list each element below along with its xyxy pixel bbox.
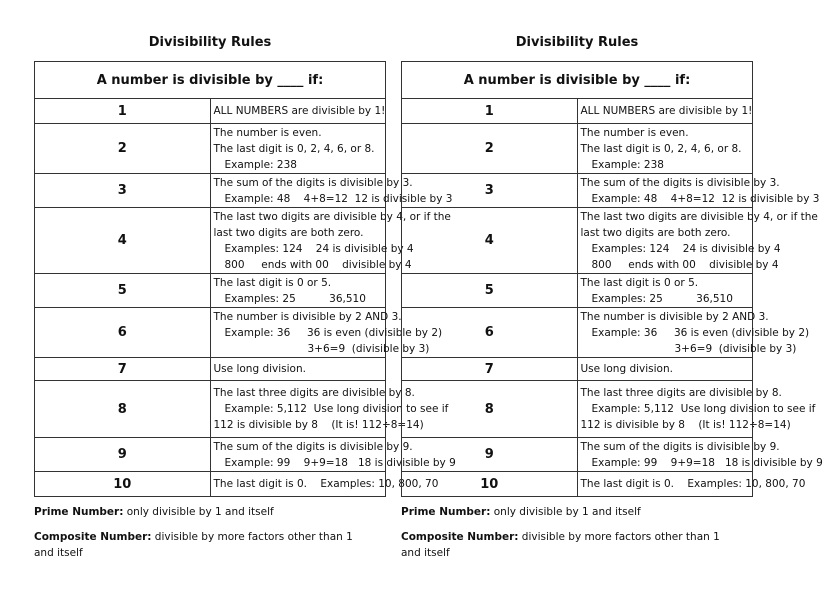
prime-text: only divisible by 1 and itself	[490, 506, 641, 518]
rule-number: 8	[35, 381, 211, 438]
rule-line: Example: 48 4+8=12 12 is divisible by 3	[591, 192, 820, 205]
rule-line: Example: 238	[591, 158, 664, 171]
rule-line: Example: 99 9+9=18 18 is divisible by 9	[224, 456, 456, 469]
rule-line: Example: 99 9+9=18 18 is divisible by 9	[591, 456, 823, 469]
rule-description	[577, 208, 818, 274]
rule-line: 112 is divisible by 8 (It is! 112÷8=14)	[213, 419, 424, 431]
table-row	[35, 381, 386, 438]
rule-number: 3	[402, 174, 578, 208]
rule-number: 4	[402, 208, 578, 274]
rule-line: ALL NUMBERS are divisible by 1!	[580, 105, 753, 117]
rule-line: last two digits are both zero.	[580, 226, 731, 239]
rule-description	[210, 381, 449, 438]
rule-number: 9	[35, 438, 211, 472]
table-row	[402, 438, 753, 472]
table-row	[35, 174, 386, 208]
table-row	[35, 358, 386, 381]
rule-description	[210, 308, 443, 358]
rule-number: 8	[402, 381, 578, 438]
rule-description	[210, 472, 439, 497]
table-row	[35, 99, 386, 124]
table-header-row	[402, 62, 753, 99]
rule-line: Example: 36 36 is even (divisible by 2)	[591, 326, 810, 339]
rule-description	[577, 308, 810, 358]
rule-description	[210, 99, 386, 124]
table-row	[402, 472, 753, 497]
rule-line: The number is even.	[213, 126, 322, 139]
prime-definition	[34, 504, 364, 520]
rule-line: Examples: 124 24 is divisible by 4	[224, 242, 414, 255]
rule-line: The number is even.	[580, 126, 689, 139]
rule-line: The last digit is 0 or 5.	[213, 276, 332, 289]
rule-line: 3+6=9 (divisible by 3)	[307, 342, 430, 355]
rule-line: The last digit is 0 or 5.	[580, 276, 699, 289]
rule-number: 2	[402, 124, 578, 174]
rule-number: 3	[35, 174, 211, 208]
table-row	[402, 99, 753, 124]
rule-description	[577, 438, 823, 472]
table-row	[35, 308, 386, 358]
rule-line: 3+6=9 (divisible by 3)	[674, 342, 797, 355]
rule-line: last two digits are both zero.	[213, 226, 364, 239]
table-header: A number is divisible by ____ if:	[35, 62, 386, 99]
rule-line: The sum of the digits is divisible by 9.	[580, 440, 780, 453]
rule-description	[577, 358, 753, 381]
table-row	[35, 274, 386, 308]
table-header-row	[35, 62, 386, 99]
prime-text: only divisible by 1 and itself	[123, 506, 274, 518]
rule-line: 112 is divisible by 8 (It is! 112÷8=14)	[580, 419, 791, 431]
rule-description	[210, 124, 386, 174]
table-row	[35, 208, 386, 274]
table-row	[402, 358, 753, 381]
rule-line: The last digit is 0, 2, 4, 6, or 8.	[580, 142, 742, 155]
rule-number: 2	[35, 124, 211, 174]
rule-line: The last digit is 0, 2, 4, 6, or 8.	[213, 142, 375, 155]
rule-line: Example: 5,112 Use long division to see if	[591, 403, 816, 415]
rule-description	[210, 358, 386, 381]
table-row	[402, 208, 753, 274]
rule-description	[210, 174, 453, 208]
rule-description	[577, 381, 816, 438]
prime-term: Prime Number:	[34, 506, 124, 518]
composite-term: Composite Number:	[401, 531, 519, 543]
rule-line: Examples: 25 36,510	[224, 292, 366, 305]
rule-line: Example: 36 36 is even (divisible by 2)	[224, 326, 443, 339]
rule-line: Use long division.	[213, 363, 306, 375]
rule-line: The sum of the digits is divisible by 9.	[213, 440, 413, 453]
rule-number: 5	[402, 274, 578, 308]
page-title: Divisibility Rules	[515, 35, 639, 50]
rule-description	[577, 99, 753, 124]
rule-number: 1	[402, 99, 578, 124]
table-header: A number is divisible by ____ if:	[402, 62, 753, 99]
rules-table	[34, 61, 456, 497]
rule-line: ALL NUMBERS are divisible by 1!	[213, 105, 386, 117]
rule-number: 10	[35, 472, 211, 497]
rule-line: The last two digits are divisible by 4, or if the	[213, 210, 451, 223]
rule-number: 5	[35, 274, 211, 308]
table-row	[35, 124, 386, 174]
rule-number: 6	[35, 308, 211, 358]
composite-definition	[401, 529, 731, 561]
rule-line: The number is divisible by 2 AND 3.	[213, 310, 402, 323]
rule-number: 7	[35, 358, 211, 381]
rule-line: The last two digits are divisible by 4, or if the	[580, 210, 818, 223]
rule-line: The sum of the digits is divisible by 3.	[213, 176, 413, 189]
page-title: Divisibility Rules	[148, 35, 272, 50]
table-row	[35, 472, 386, 497]
rule-line: 800 ends with 00 divisible by 4	[591, 258, 779, 271]
rule-description	[210, 438, 456, 472]
rule-line: The last three digits are divisible by 8.	[580, 387, 782, 399]
rule-description	[577, 274, 753, 308]
composite-term: Composite Number:	[34, 531, 152, 543]
rule-description	[210, 274, 386, 308]
table-row	[35, 438, 386, 472]
table-row	[402, 124, 753, 174]
rule-line: The last three digits are divisible by 8.	[213, 387, 415, 399]
rule-number: 4	[35, 208, 211, 274]
rule-description	[577, 472, 806, 497]
rule-line: Examples: 124 24 is divisible by 4	[591, 242, 781, 255]
table-row	[402, 174, 753, 208]
rule-number: 7	[402, 358, 578, 381]
table-row	[402, 274, 753, 308]
rule-line: Example: 238	[224, 158, 297, 171]
rule-line: Example: 5,112 Use long division to see if	[224, 403, 449, 415]
rule-line: The number is divisible by 2 AND 3.	[580, 310, 769, 323]
rule-line: The last digit is 0. Examples: 10, 800, 70	[580, 478, 806, 490]
rule-line: 800 ends with 00 divisible by 4	[224, 258, 412, 271]
composite-text: divisible by more factors other than 1 and itself	[34, 531, 353, 559]
rule-line: The sum of the digits is divisible by 3.	[580, 176, 780, 189]
rule-line: Use long division.	[580, 363, 673, 375]
rule-line: Examples: 25 36,510	[591, 292, 733, 305]
table-row	[402, 381, 753, 438]
prime-definition	[401, 504, 731, 520]
rule-line: The last digit is 0. Examples: 10, 800, 70	[213, 478, 439, 490]
rule-line: Example: 48 4+8=12 12 is divisible by 3	[224, 192, 453, 205]
rule-description	[577, 174, 820, 208]
table-row	[402, 308, 753, 358]
rule-number: 1	[35, 99, 211, 124]
rules-table	[401, 61, 823, 497]
composite-text: divisible by more factors other than 1 and itself	[401, 531, 720, 559]
rule-number: 10	[402, 472, 578, 497]
rule-description	[577, 124, 753, 174]
rule-description	[210, 208, 451, 274]
rule-number: 6	[402, 308, 578, 358]
rule-number: 9	[402, 438, 578, 472]
composite-definition	[34, 529, 364, 561]
prime-term: Prime Number:	[401, 506, 491, 518]
